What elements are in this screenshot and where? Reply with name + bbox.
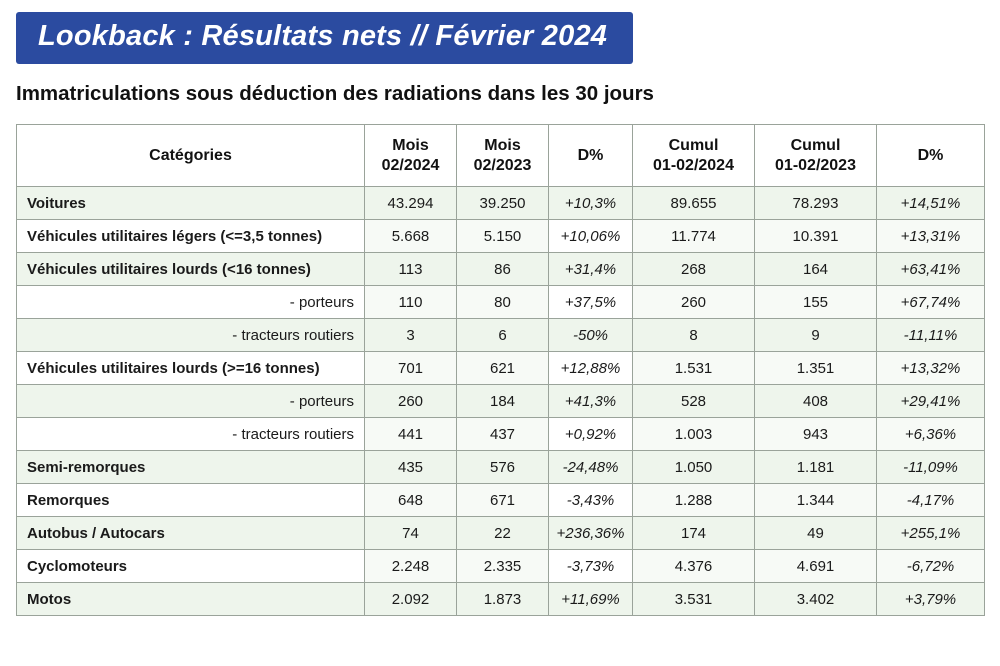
row-value: 5.150 [457,220,549,253]
table-row [17,253,985,286]
row-value: 113 [365,253,457,286]
row-value: 2.092 [365,583,457,616]
row-value: 10.391 [755,220,877,253]
table-row [17,418,985,451]
column-header-cumul-2023 [755,125,877,187]
row-value: +255,1% [877,517,985,550]
row-value: +10,3% [549,187,633,220]
row-value: 260 [365,385,457,418]
row-value: 648 [365,484,457,517]
row-value: +0,92% [549,418,633,451]
row-value: -3,73% [549,550,633,583]
row-value: 1.351 [755,352,877,385]
column-header-line1: Cumul [790,136,841,154]
row-value: -4,17% [877,484,985,517]
row-value: +10,06% [549,220,633,253]
row-value: +63,41% [877,253,985,286]
row-value: 943 [755,418,877,451]
column-header-line2: 01-02/2024 [653,156,734,174]
row-label: Semi-remorques [17,451,365,484]
row-value: 9 [755,319,877,352]
row-value: 1.873 [457,583,549,616]
row-value: 86 [457,253,549,286]
row-value: 6 [457,319,549,352]
row-value: +13,32% [877,352,985,385]
row-label: - porteurs [17,286,365,319]
row-value: 528 [633,385,755,418]
row-value: -6,72% [877,550,985,583]
row-value: +3,79% [877,583,985,616]
row-label: - tracteurs routiers [17,418,365,451]
table-header [17,125,985,187]
row-value: 268 [633,253,755,286]
row-value: 110 [365,286,457,319]
row-value: +67,74% [877,286,985,319]
row-value: -24,48% [549,451,633,484]
row-value: 1.050 [633,451,755,484]
row-label: Voitures [17,187,365,220]
row-value: 2.248 [365,550,457,583]
column-header-line1: D% [917,146,944,164]
row-value: 701 [365,352,457,385]
row-value: +11,69% [549,583,633,616]
column-header-line2: 02/2023 [473,156,532,174]
row-value: 43.294 [365,187,457,220]
registrations-table-wrapper [16,124,984,616]
row-label: Motos [17,583,365,616]
row-label: Autobus / Autocars [17,517,365,550]
row-value: 1.288 [633,484,755,517]
row-value: 80 [457,286,549,319]
row-value: 4.691 [755,550,877,583]
row-value: -3,43% [549,484,633,517]
row-label: - tracteurs routiers [17,319,365,352]
row-value: -11,11% [877,319,985,352]
table-row [17,187,985,220]
row-value: 441 [365,418,457,451]
row-value: 671 [457,484,549,517]
column-header-line1: D% [577,146,604,164]
column-header-month-2024 [365,125,457,187]
row-value: +29,41% [877,385,985,418]
row-value: 155 [755,286,877,319]
row-value: 260 [633,286,755,319]
row-value: +31,4% [549,253,633,286]
row-value: 2.335 [457,550,549,583]
table-row [17,319,985,352]
row-value: +6,36% [877,418,985,451]
column-header-line2: 02/2024 [381,156,440,174]
row-value: 4.376 [633,550,755,583]
row-value: 5.668 [365,220,457,253]
column-header-line1: Mois [484,136,521,154]
row-value: +12,88% [549,352,633,385]
table-row [17,550,985,583]
table-row [17,451,985,484]
row-value: +14,51% [877,187,985,220]
row-label: Remorques [17,484,365,517]
table-row [17,583,985,616]
row-value: +236,36% [549,517,633,550]
row-value: 1.181 [755,451,877,484]
row-value: -11,09% [877,451,985,484]
row-value: 576 [457,451,549,484]
row-value: 3 [365,319,457,352]
row-value: 174 [633,517,755,550]
column-header-delta-cumul [877,125,985,187]
table-row [17,385,985,418]
column-header-line2: 01-02/2023 [775,156,856,174]
table-row [17,484,985,517]
row-value: -50% [549,319,633,352]
row-value: 8 [633,319,755,352]
column-header-month-2023 [457,125,549,187]
table-header-row [17,125,985,187]
page-subtitle: Immatriculations sous déduction des radiations dans les 30 jours [16,82,654,105]
column-header-categories [17,125,365,187]
row-value: 74 [365,517,457,550]
row-value: 408 [755,385,877,418]
row-value: 1.531 [633,352,755,385]
row-value: +13,31% [877,220,985,253]
column-header-line1: Catégories [149,146,232,164]
row-value: 49 [755,517,877,550]
row-value: 39.250 [457,187,549,220]
row-value: 164 [755,253,877,286]
row-value: 1.344 [755,484,877,517]
registrations-table [16,124,985,616]
row-value: +41,3% [549,385,633,418]
row-label: Véhicules utilitaires lourds (<16 tonnes) [17,253,365,286]
row-value: +37,5% [549,286,633,319]
row-value: 78.293 [755,187,877,220]
column-header-cumul-2024 [633,125,755,187]
row-value: 621 [457,352,549,385]
row-value: 89.655 [633,187,755,220]
table-body [17,187,985,616]
row-value: 3.531 [633,583,755,616]
row-label: Véhicules utilitaires légers (<=3,5 tonnes) [17,220,365,253]
row-label: Véhicules utilitaires lourds (>=16 tonnes) [17,352,365,385]
row-value: 437 [457,418,549,451]
table-row [17,517,985,550]
column-header-line1: Cumul [668,136,719,154]
row-value: 435 [365,451,457,484]
column-header-delta-month [549,125,633,187]
page-title: Lookback : Résultats nets // Février 2024 [38,20,608,52]
table-row [17,352,985,385]
row-value: 1.003 [633,418,755,451]
row-label: - porteurs [17,385,365,418]
row-value: 22 [457,517,549,550]
row-value: 184 [457,385,549,418]
table-row [17,220,985,253]
column-header-line1: Mois [392,136,429,154]
row-value: 3.402 [755,583,877,616]
row-value: 11.774 [633,220,755,253]
title-banner [16,12,633,64]
row-label: Cyclomoteurs [17,550,365,583]
table-row [17,286,985,319]
